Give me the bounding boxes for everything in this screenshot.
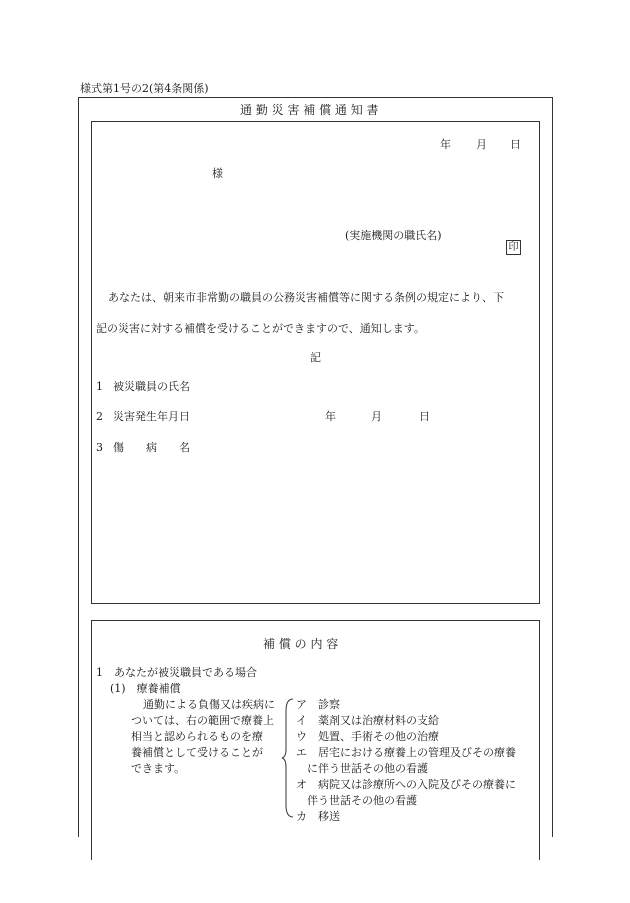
date-day: 日 [510, 138, 521, 151]
list-item-e: エ 居宅における療養上の管理及びその療養 [296, 746, 516, 759]
desc-line-2: ついては、右の範囲で療養上 [131, 714, 274, 727]
form-title: 通 勤 災 害 補 償 通 知 書 [240, 103, 379, 117]
list-item-o: オ 病院又は診療所への入院及びその療養に [296, 778, 516, 791]
compensation-title: 補 償 の 内 容 [263, 637, 339, 651]
item-2-month: 月 [371, 410, 382, 423]
item-3-number: 3 [96, 441, 103, 454]
sub-1-heading: (1) 療養補償 [110, 682, 181, 695]
list-item-i: イ 薬剤又は治療材料の支給 [296, 714, 439, 727]
item-2-day: 日 [419, 410, 430, 423]
list-item-e-cont: に伴う世話その他の看護 [296, 762, 428, 775]
brace-icon [281, 697, 295, 819]
list-item-u: ウ 処置、手術その他の治療 [296, 730, 439, 743]
issuer-label: (実施機関の職氏名) [345, 229, 442, 242]
desc-line-4: 養補償として受けることが [131, 746, 263, 759]
item-1-label: 被災職員の氏名 [113, 380, 190, 393]
seal-mark: 印 [506, 240, 521, 255]
form-number-label: 様式第1号の2(第4条関係) [80, 82, 209, 95]
item-3-label: 傷 病 名 [113, 441, 190, 454]
date-year: 年 [440, 138, 451, 151]
list-item-o-cont: 伴う世話その他の看護 [296, 794, 417, 807]
item-1-number: 1 [96, 380, 103, 393]
item-2-number: 2 [96, 410, 103, 423]
addressee-suffix: 様 [212, 167, 223, 180]
desc-line-1: 通勤による負傷又は疾病に [143, 698, 275, 711]
list-item-a: ア 診察 [296, 698, 340, 711]
notice-body-line-1: あなたは、朝来市非常勤の職員の公務災害補償等に関する条例の規定により、下 [108, 291, 504, 304]
case-1-heading: 1 あなたが被災職員である場合 [96, 666, 257, 679]
date-month: 月 [476, 138, 487, 151]
ki-label: 記 [310, 351, 321, 364]
item-2-label: 災害発生年月日 [113, 410, 190, 423]
list-item-ka: カ 移送 [296, 810, 340, 823]
notice-body-line-2: 記の災害に対する補償を受けることができますので、通知します。 [96, 322, 425, 335]
desc-line-3: 相当と認められるものを療 [131, 730, 263, 743]
item-2-year: 年 [325, 410, 336, 423]
desc-line-5: できます。 [131, 762, 186, 775]
